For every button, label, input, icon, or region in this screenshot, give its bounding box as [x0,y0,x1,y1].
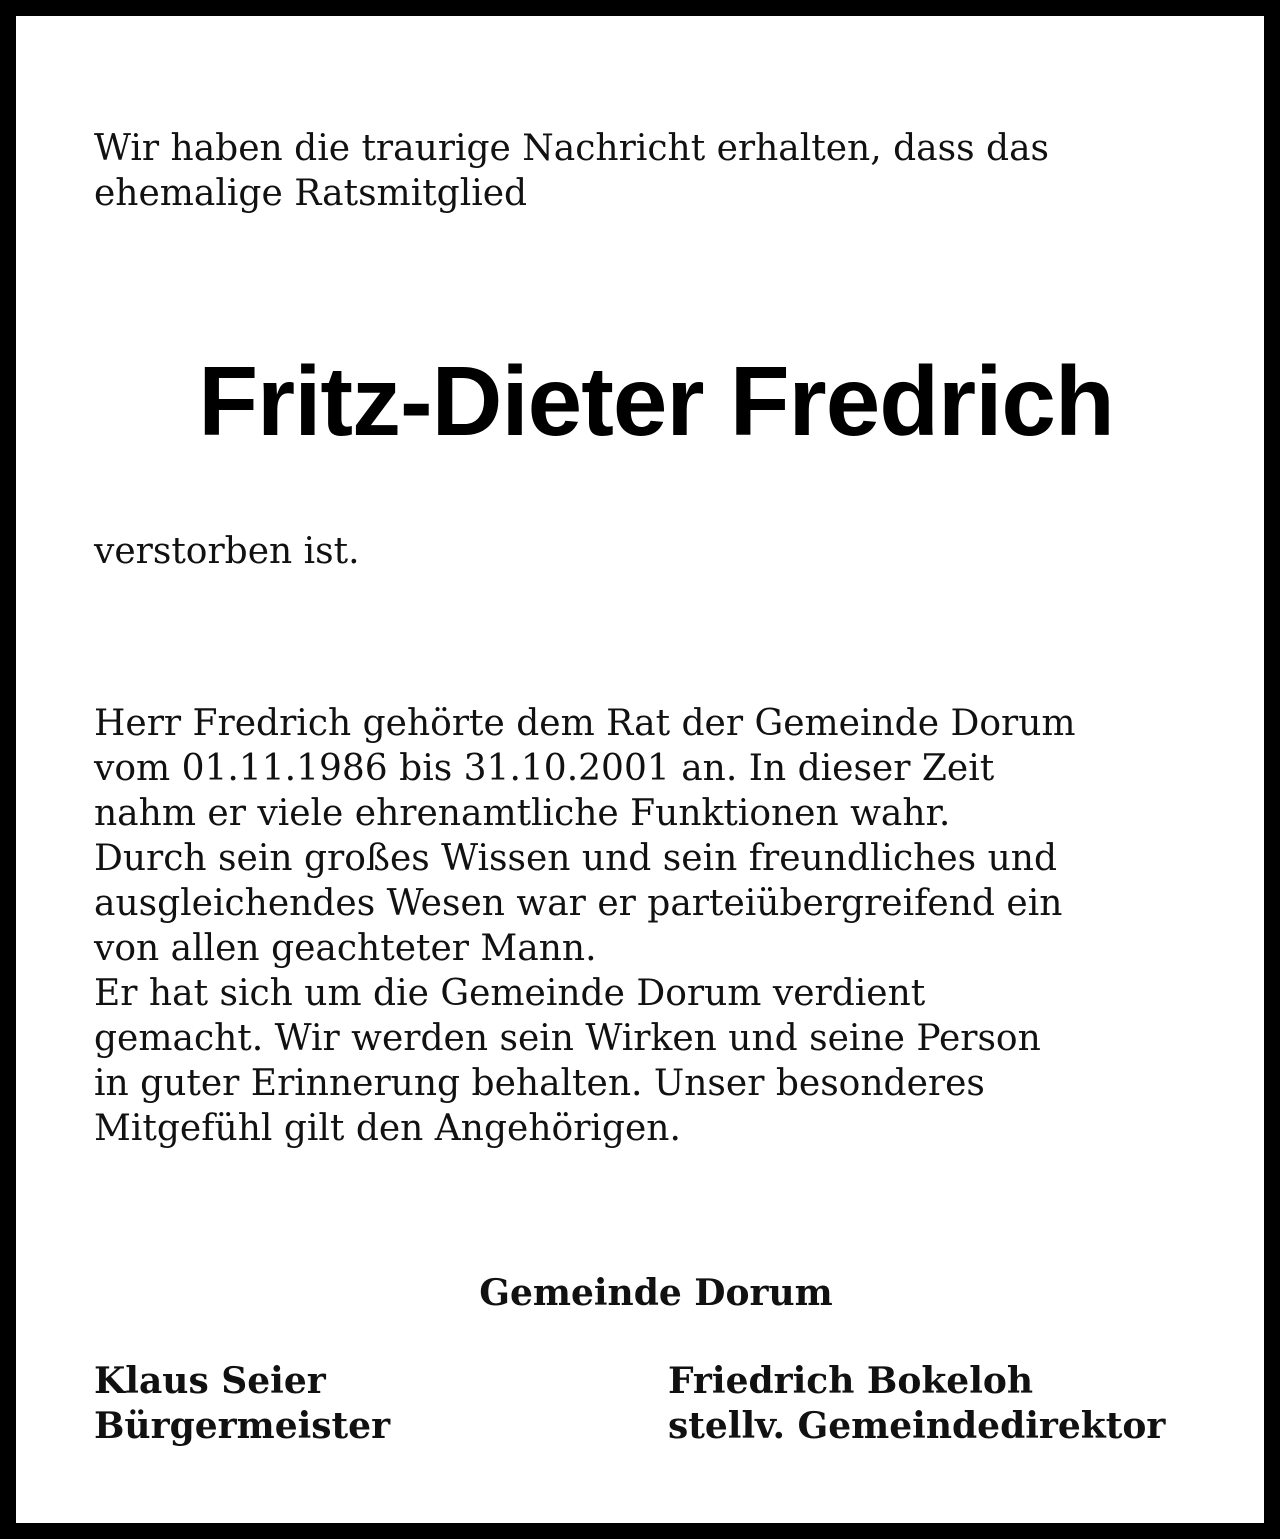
tribute-line: vom 01.11.1986 bis 31.10.2001 an. In dieser Zeit [94,748,995,789]
intro-text [94,126,1224,216]
signatory-name: Klaus Seier [94,1360,326,1402]
tribute-line: ausgleichendes Wesen war er parteiübergreifend ein [94,883,1063,924]
tribute-line: nahm er viele ehrenamtliche Funktionen wahr. [94,793,951,834]
tribute-line: Durch sein großes Wissen und sein freundliches und [94,838,1057,879]
organization-name: Gemeinde Dorum [479,1272,833,1314]
tribute-line: in guter Erinnerung behalten. Unser besonderes [94,1063,985,1104]
deceased-name: Fritz-Dieter Fredrich [198,346,1114,456]
died-text: verstorben ist. [94,531,360,572]
signatory-title: Bürgermeister [94,1405,391,1447]
tribute-line: von allen geachteter Mann. [94,928,597,969]
intro-line: Wir haben die traurige Nachricht erhalten, dass das [94,128,1050,169]
tribute-line: Mitgefühl gilt den Angehörigen. [94,1108,681,1149]
tribute-line: gemacht. Wir werden sein Wirken und seine Person [94,1018,1041,1059]
tribute-line: Herr Fredrich gehörte dem Rat der Gemeinde Dorum [94,703,1076,744]
signatory-mayor [94,1359,390,1449]
tribute-text [94,701,1254,1151]
signatory-title: stellv. Gemeindedirektor [668,1405,1166,1447]
signatory-director [668,1359,1165,1449]
intro-line: ehemalige Ratsmitglied [94,173,528,214]
tribute-line: Er hat sich um die Gemeinde Dorum verdient [94,973,926,1014]
signatory-name: Friedrich Bokeloh [668,1360,1034,1402]
